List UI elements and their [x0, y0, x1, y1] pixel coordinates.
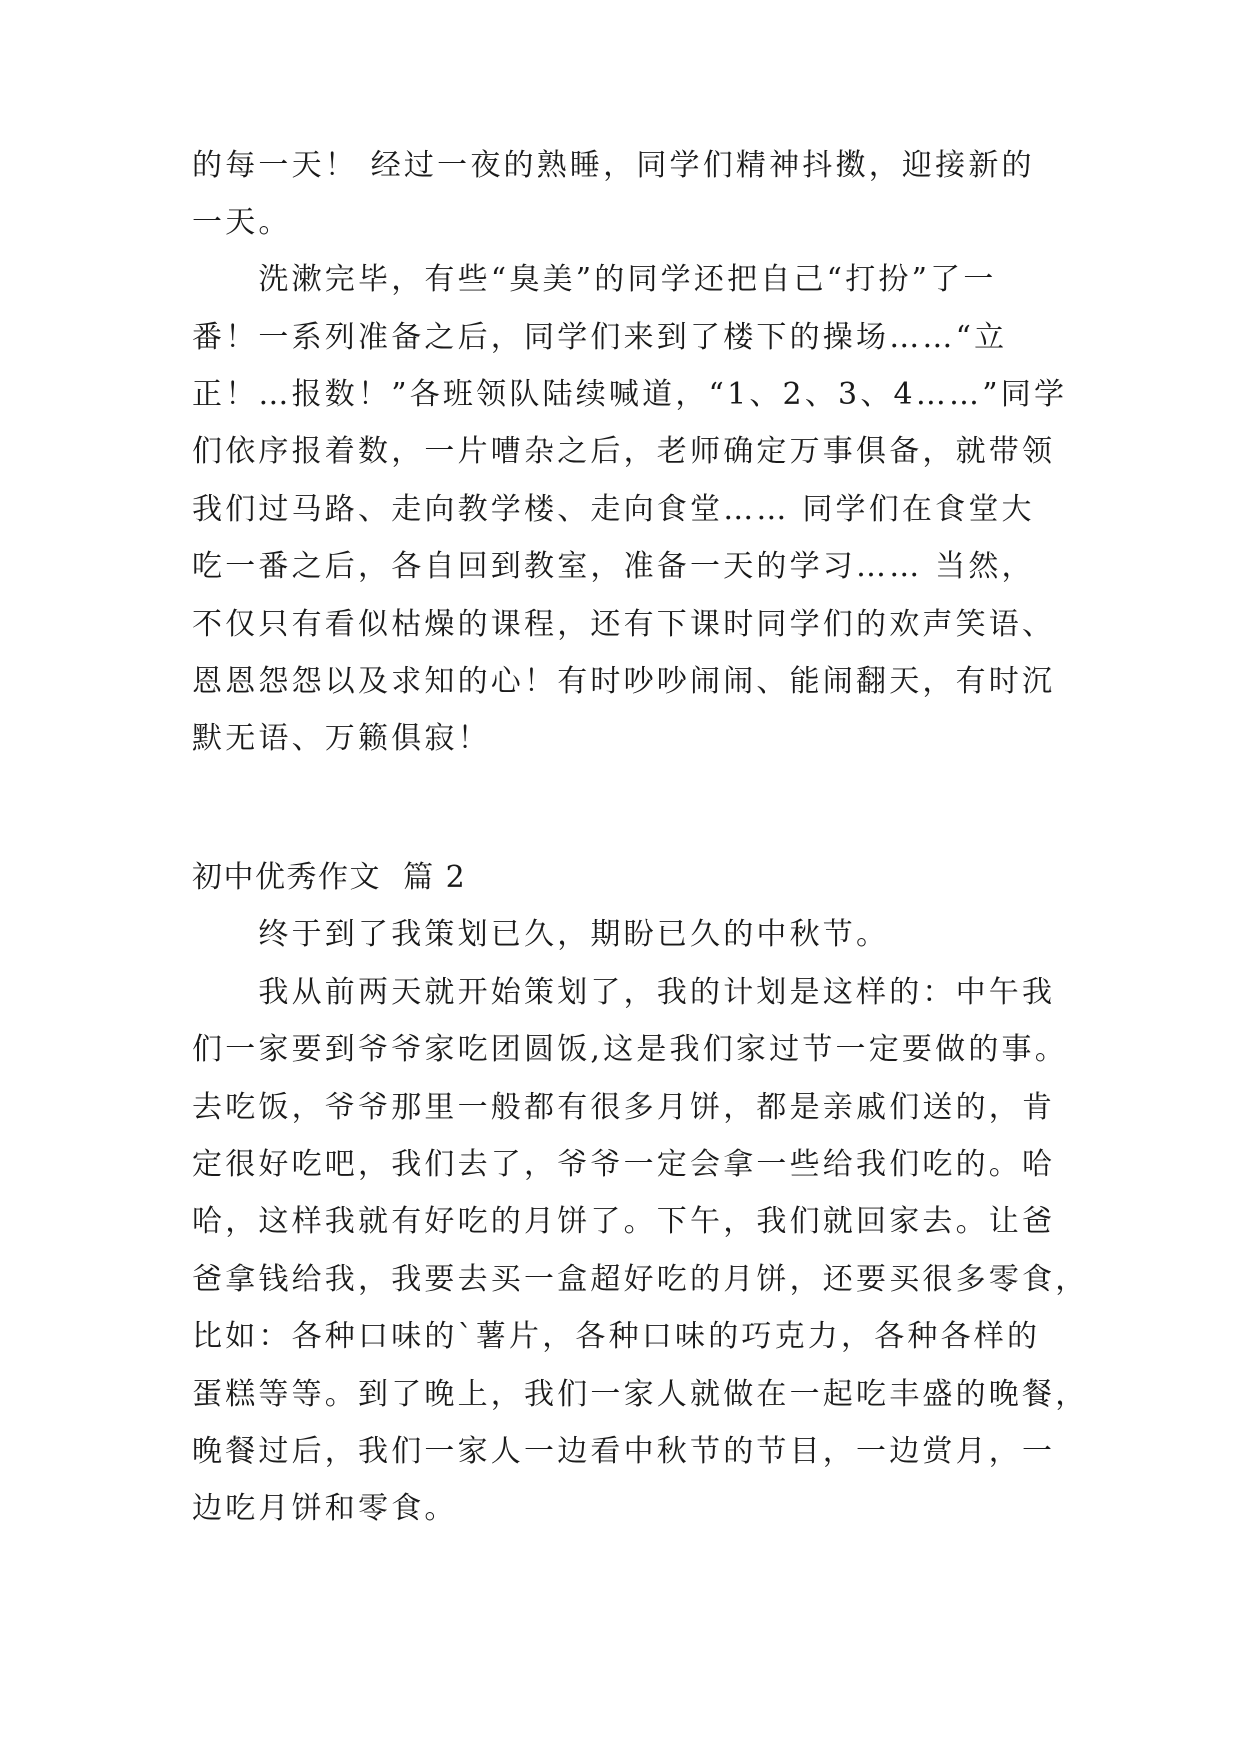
- text-line: 晚餐过后，我们一家人一边看中秋节的节目，一边赏月，一: [192, 1434, 1056, 1469]
- text-line: 不仅只有看似枯燥的课程，还有下课时同学们的欢声笑语、: [192, 607, 1056, 642]
- text-line: 我从前两天就开始策划了，我的计划是这样的：中午我: [192, 975, 1056, 1010]
- text-line: 的每一天！ 经过一夜的熟睡，同学们精神抖擞，迎接新的: [192, 148, 1035, 183]
- text-line: 番！一系列准备之后，同学们来到了楼下的操场……“立: [192, 320, 1008, 355]
- text-line: 我们过马路、走向教学楼、走向食堂…… 同学们在食堂大: [192, 492, 1035, 527]
- text-line: 们依序报着数，一片嘈杂之后，老师确定万事俱备，就带领: [192, 434, 1056, 469]
- text-line: 去吃饭，爷爷那里一般都有很多月饼，都是亲戚们送的，肯: [192, 1090, 1056, 1125]
- text-line: 比如：各种口味的`薯片，各种口味的巧克力，各种各样的: [192, 1319, 1041, 1354]
- text-line: 终于到了我策划已久，期盼已久的中秋节。: [192, 917, 890, 952]
- text-line: 边吃月饼和零食。: [192, 1491, 458, 1526]
- text-line: 爸拿钱给我，我要去买一盒超好吃的月饼，还要买很多零食，: [192, 1262, 1089, 1297]
- text-line: 默无语、万籁俱寂！: [192, 721, 491, 756]
- section-heading: 初中优秀作文 篇 2: [192, 860, 467, 895]
- text-line: 洗漱完毕，有些“臭美”的同学还把自己“打扮”了一: [192, 262, 997, 297]
- text-line: 定很好吃吧，我们去了，爷爷一定会拿一些给我们吃的。哈: [192, 1147, 1056, 1182]
- text-line: 吃一番之后，各自回到教室，准备一天的学习…… 当然，: [192, 549, 1035, 584]
- text-line: 们一家要到爷爷家吃团圆饭,这是我们家过节一定要做的事。: [192, 1032, 1068, 1067]
- text-line: 正！…报数！”各班领队陆续喊道，“1、2、3、4……”同学: [192, 377, 1068, 412]
- text-line: 恩恩怨怨以及求知的心！有时吵吵闹闹、能闹翻天，有时沉: [192, 664, 1056, 699]
- text-line: 一天。: [192, 205, 292, 240]
- text-line: 蛋糕等等。到了晚上，我们一家人就做在一起吃丰盛的晚餐，: [192, 1377, 1089, 1412]
- text-line: 哈，这样我就有好吃的月饼了。下午，我们就回家去。让爸: [192, 1204, 1056, 1239]
